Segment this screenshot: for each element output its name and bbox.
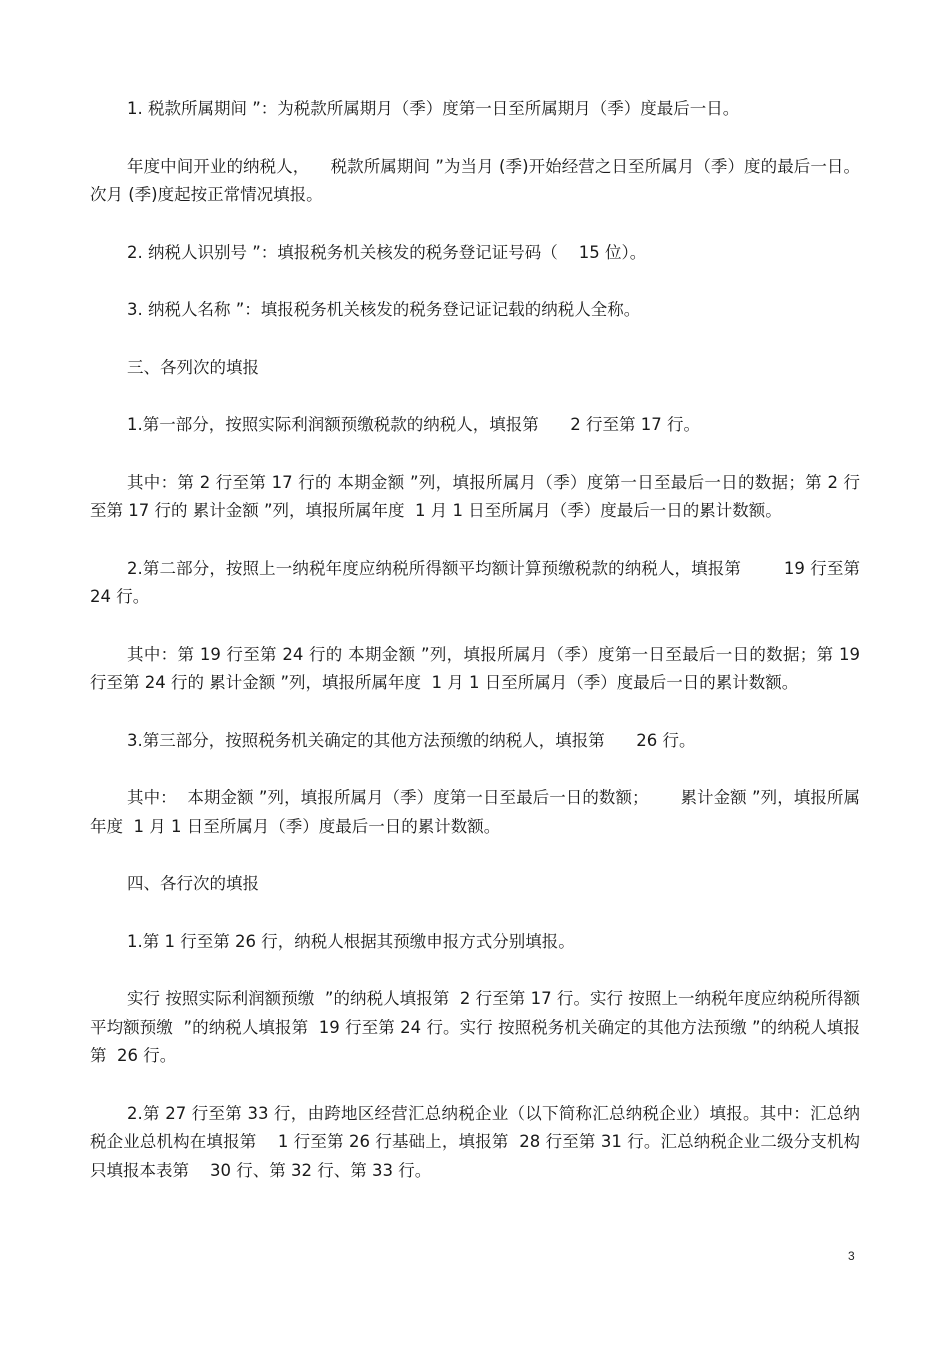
section-heading-rows: 四、各行次的填报: [127, 874, 259, 893]
paragraph-rows-1-26: 1.第 1 行至第 26 行，纳税人根据其预缴申报方式分别填报。: [127, 931, 575, 951]
paragraph-part-one: 1.第一部分，按照实际利润额预缴税款的纳税人，填报第 2 行至第 17 行。: [127, 415, 700, 434]
paragraph-part-two: 2.第二部分，按照上一纳税年度应纳税所得额平均额计算预缴税款的纳税人，填报第 19 行至第 24 行。: [90, 558, 866, 606]
section-heading-columns: 三、各列次的填报: [127, 357, 259, 377]
paragraph-part-two-detail: 其中：第 19 行至第 24 行的 本期金额 ”列，填报所属月（季）度第一日至最后一日的数据；第 19 行至第 24 行的 累计金额 ”列，填报所属年度 1 月 1 日至所属月（季）度最后一日的累计数额。: [90, 644, 866, 692]
paragraph-tax-period: 1. 税款所属期间 ”：为税款所属期月（季）度第一日至所属期月（季）度最后一日。: [127, 99, 740, 118]
paragraph-part-three-detail: 其中： 本期金额 ”列，填报所属月（季）度第一日至最后一日的数额； 累计金额 ”列，填报所属年度 1 月 1 日至所属月（季）度最后一日的累计数额。: [90, 788, 860, 836]
paragraph-rows-27-33: 2.第 27 行至第 33 行，由跨地区经营汇总纳税企业（以下简称汇总纳税企业）填报。其中：汇总纳税企业总机构在填报第 1 行至第 26 行基础上，填报第 28 行至第 31 行。汇总纳税企业二级分支机构只填报本表第 30 行、第 32 行、第 33 行。: [90, 1103, 860, 1180]
paragraph-mid-year-opening: 年度中间开业的纳税人， 税款所属期间 ”为当月 (季)开始经营之日至所属月（季）度的最后一日。次月 (季)度起按正常情况填报。: [90, 156, 860, 204]
paragraph-taxpayer-id: 2. 纳税人识别号 ”：填报税务机关核发的税务登记证号码（ 15 位）。: [127, 242, 647, 262]
paragraph-prepay-methods: 实行 按照实际利润额预缴 ”的纳税人填报第 2 行至第 17 行。实行 按照上一纳税年度应纳税所得额平均额预缴 ”的纳税人填报第 19 行至第 24 行。实行 按照税务机关确定的其他方法预缴 ”的纳税人填报第 26 行。: [90, 989, 860, 1065]
document-body: [90, 95, 866, 1214]
page-number: 3: [848, 1249, 855, 1263]
paragraph-part-three: 3.第三部分，按照税务机关确定的其他方法预缴的纳税人，填报第 26 行。: [127, 730, 696, 750]
paragraph-part-one-detail: 其中：第 2 行至第 17 行的 本期金额 ”列，填报所属月（季）度第一日至最后一日的数据；第 2 行至第 17 行的 累计金额 ”列，填报所属年度 1 月 1 日至所属月（季）度最后一日的累计数额。: [90, 472, 860, 520]
paragraph-taxpayer-name: 3. 纳税人名称 ”：填报税务机关核发的税务登记证记载的纳税人全称。: [127, 300, 641, 319]
